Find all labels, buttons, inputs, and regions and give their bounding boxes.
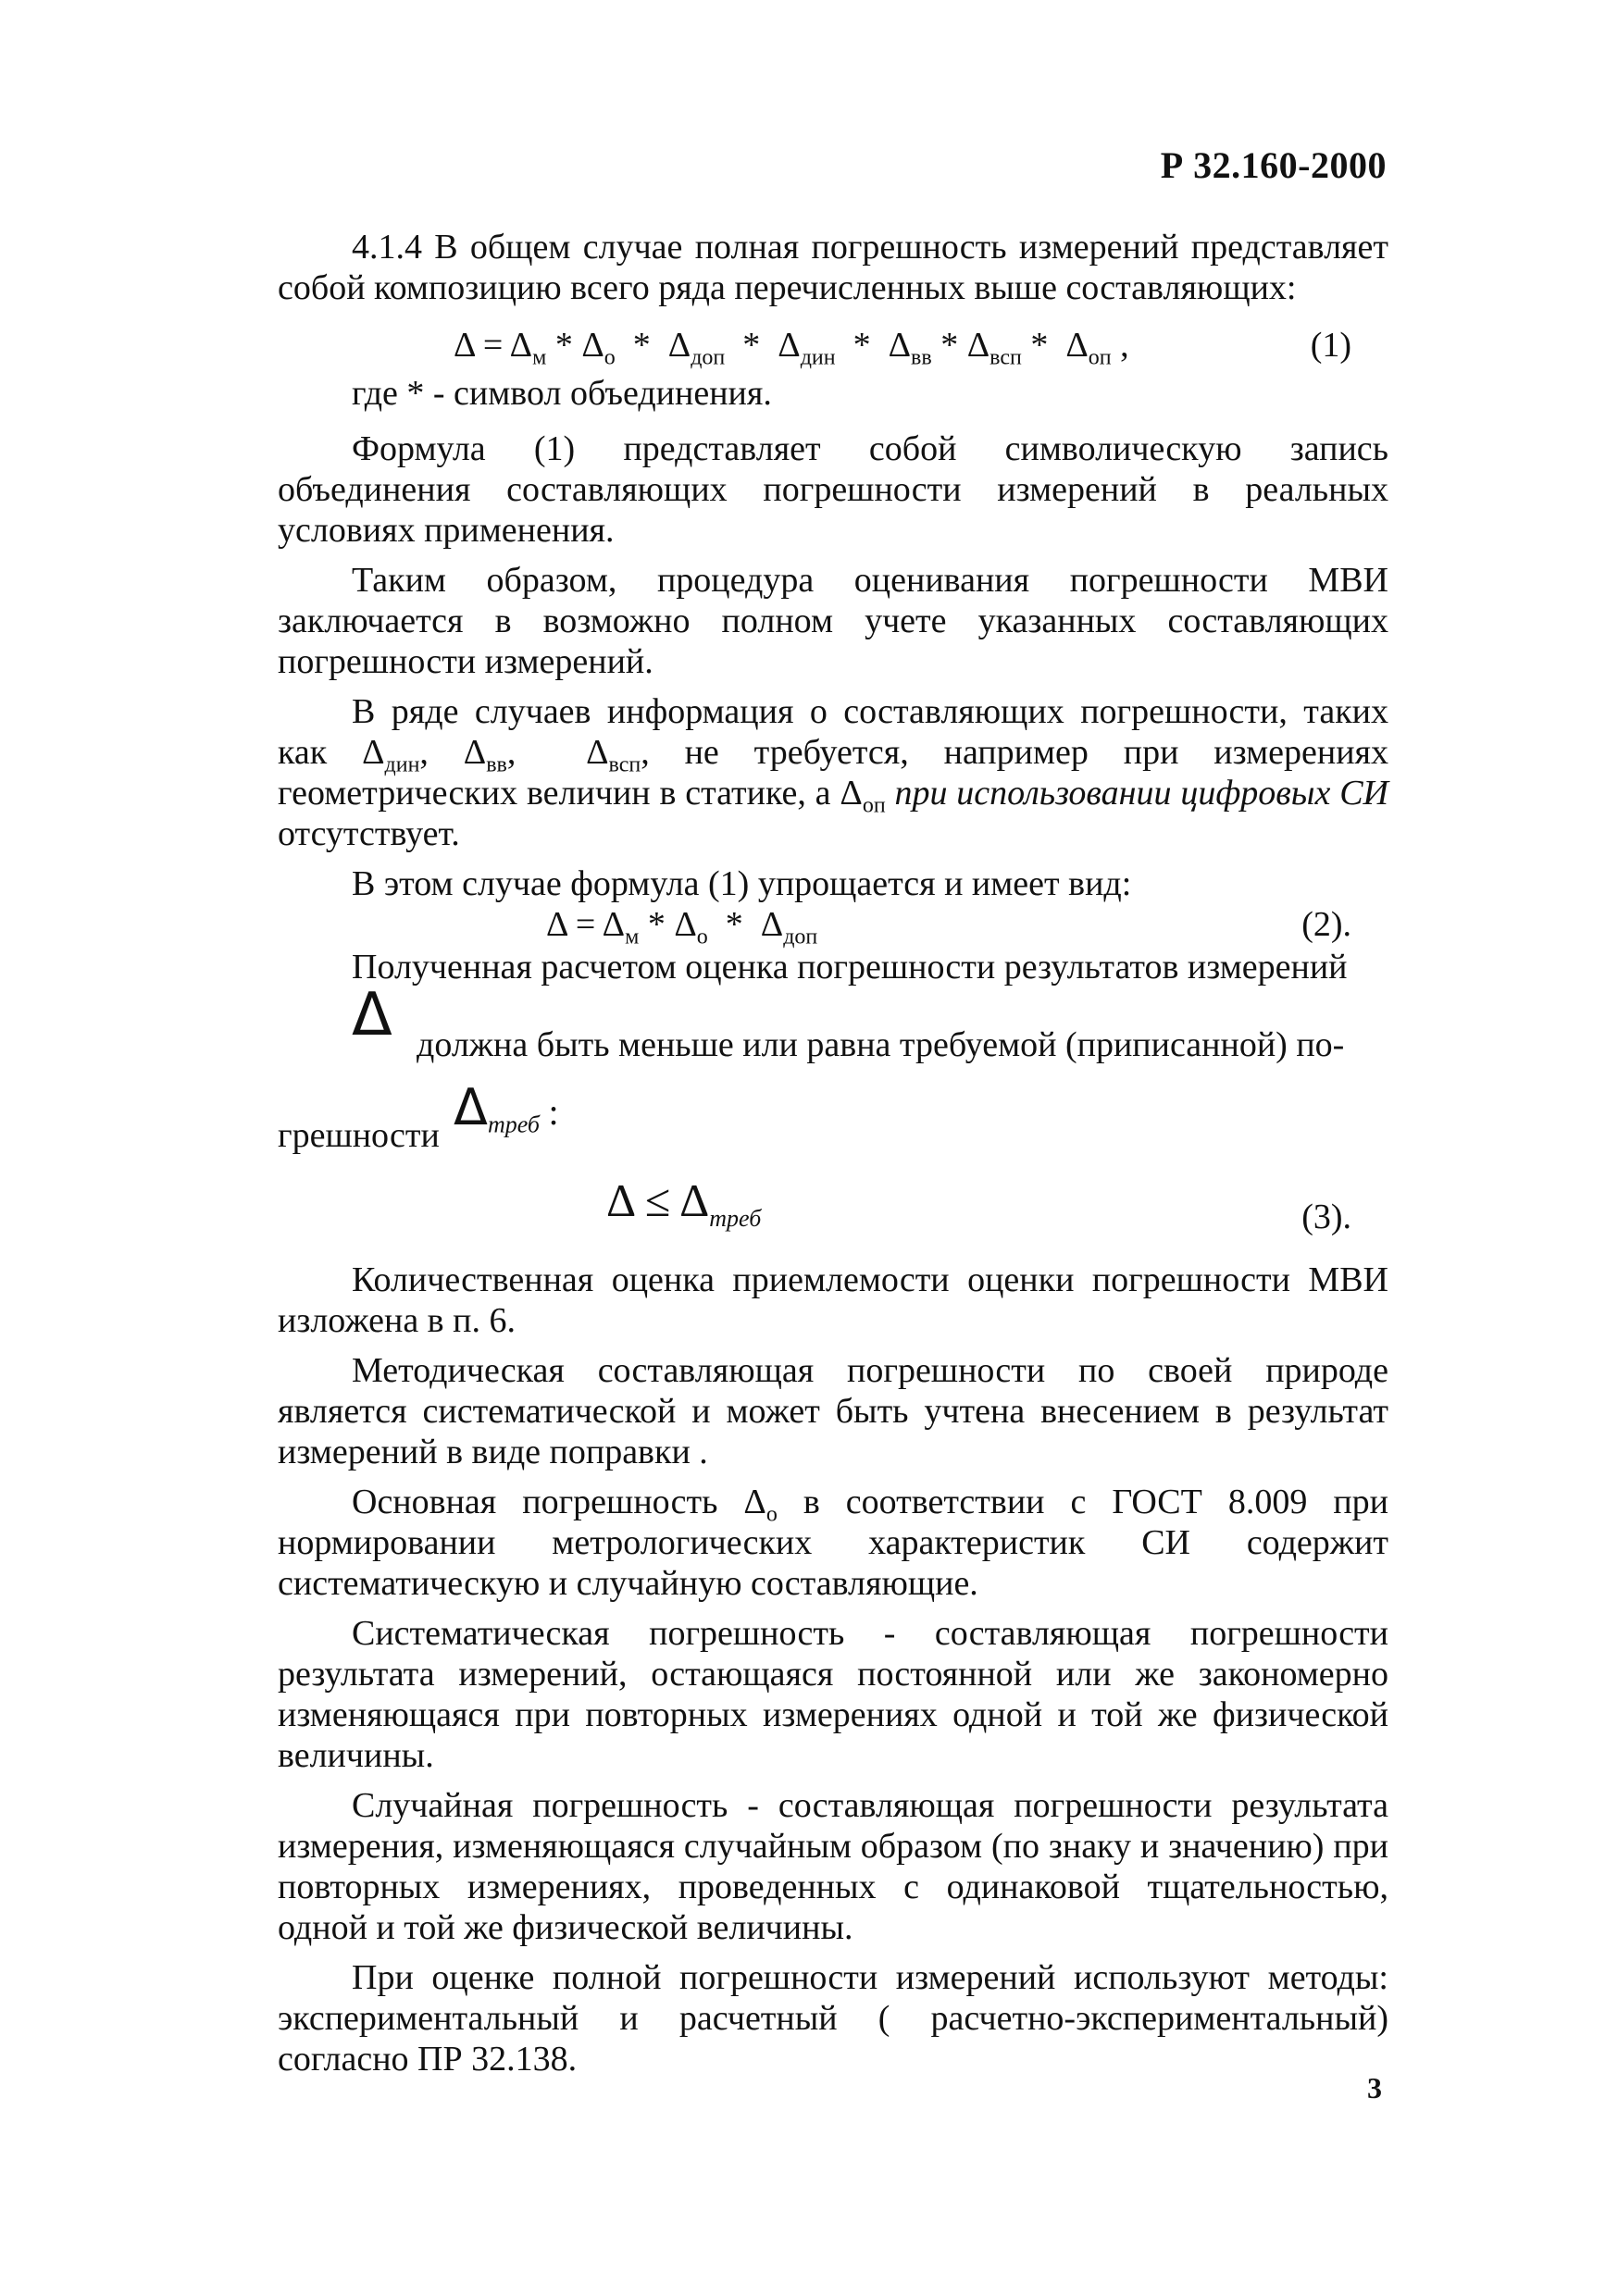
formula-1-expression: $\Delta = \Delta_м * \Delta_о * \Delta_{доп} * \Delta_{дин} * \Delta_{вв} * \Delta_{всп} * \Delta_{оп}$ , <box>454 326 1129 370</box>
pogreshnosti-text: грешности <box>278 1116 440 1155</box>
formula-1-where: где * - символ объединения. <box>352 374 772 413</box>
formula-1-number: (1) <box>1310 326 1351 365</box>
pogreshnosti-line <box>278 1078 1388 1161</box>
document-code: Р 32.160-2000 <box>1160 144 1387 186</box>
formula-3-expression: $\Delta \le \Delta_{треб}$ <box>606 1174 762 1232</box>
formula-2 <box>278 904 1388 947</box>
paragraph-systematic: Систематическая погрешность - составляющая погрешности результата измерений, остающаяся постоянной или же закономерно изменяющаяся при повторных измерениях одной и той же физической величины. <box>278 1614 1388 1775</box>
formula-3-number: (3). <box>1301 1198 1351 1236</box>
document-body <box>278 227 1388 2089</box>
paragraph-quantitative: Количественная оценка приемлемости оценки погрешности МВИ изложена в п. 6. <box>278 1260 1388 1340</box>
italic-phrase: при использовании цифровых СИ <box>894 774 1389 813</box>
delta-required-symbol: $\Delta_{треб}$ : <box>454 1078 559 1138</box>
page-number: 3 <box>1367 2071 1382 2104</box>
delta-symbol: Δ <box>352 981 392 1049</box>
delta-requirement-text: должна быть меньше или равна требуемой (приписанной) по- <box>417 1025 1345 1064</box>
paragraph-methods: При оценке полной погрешности измерений используют методы: экспериментальный и расчетный ( расчетно-экспериментальный) согласно ПР 32.138. <box>278 1958 1388 2079</box>
paragraph-methodical: Методическая составляющая погрешности по своей природе является систематической и может быть учтена внесением в результат измерений в виде поправки . <box>278 1351 1388 1471</box>
paragraph-procedure: Таким образом, процедура оценивания погрешности МВИ заключается в возможно полном учете указанных составляющих погрешности измерений. <box>278 561 1388 681</box>
paragraph-basic-error: Основная погрешность $\Delta_о$ в соответствии с ГОСТ 8.009 при нормировании метрологических характеристик СИ содержит систематическую и случайную составляющие. <box>278 1483 1389 1603</box>
delta-requirement-line <box>278 981 1388 1078</box>
paragraph-estimate: Полученная расчетом оценка погрешности результатов измерений <box>352 948 1348 987</box>
formula-1 <box>278 325 1388 373</box>
paragraph-formula-description: Формула (1) представляет собой символическую запись объединения составляющих погрешности измерений в реальных условиях применения. <box>278 429 1388 550</box>
formula-3 <box>278 1171 1388 1245</box>
paragraph-4-1-4: 4.1.4 В общем случае полная погрешность измерений представляет собой композицию всего ряда перечисленных выше составляющих: <box>278 228 1388 307</box>
formula-2-expression: $\Delta = \Delta_м * \Delta_о * \Delta_{доп}$ <box>546 905 818 949</box>
formula-2-number: (2). <box>1301 905 1351 944</box>
paragraph-simplified: В этом случае формула (1) упрощается и имеет вид: <box>352 864 1132 903</box>
paragraph-random: Случайная погрешность - составляющая погрешности результата измерения, изменяющаяся случайным образом (по знаку и значению) при повторных измерениях, проведенных с одинаковой тщательностью, одной и той же физической величины. <box>278 1786 1388 1947</box>
paragraph-cases: В ряде случаев информация о составляющих погрешности, таких как $\Delta_{дин}$, $\Delta_{вв}$, $\Delta_{всп}$, не требуется, например при измерениях геометрических величин в статике, а $\Delta_{оп}$ при использовании цифровых СИ отсутствует. <box>278 692 1389 853</box>
